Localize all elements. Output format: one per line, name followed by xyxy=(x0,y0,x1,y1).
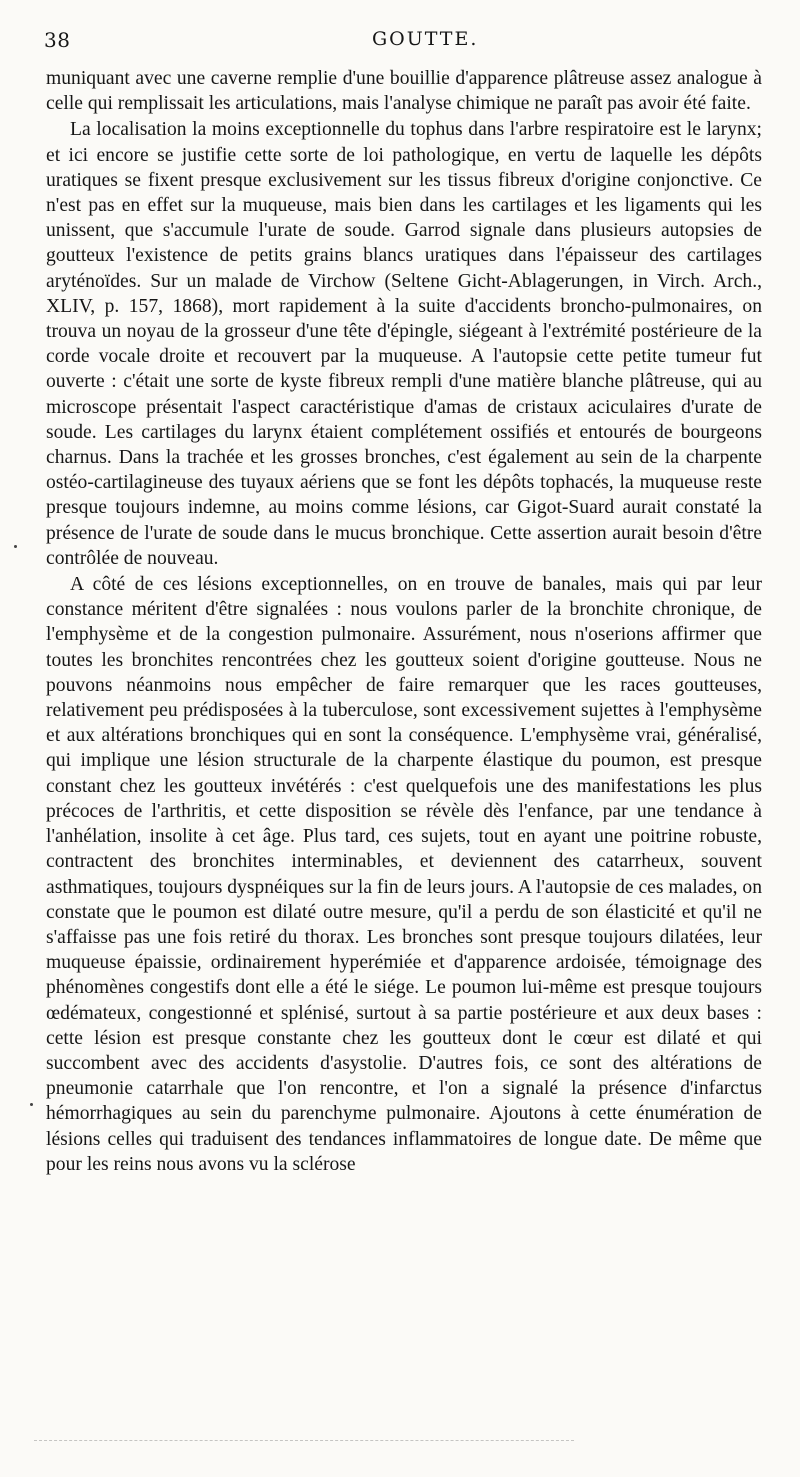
margin-speck xyxy=(30,1103,33,1106)
running-title: GOUTTE. xyxy=(372,28,479,50)
body-text xyxy=(46,66,762,1177)
page-number: 38 xyxy=(44,28,71,52)
paragraph-lesions: A côté de ces lésions exceptionnelles, on en trouve de banales, mais qui par leur constance méritent d'être signalées : nous voulons parler de la bronchite chronique, de l'emphysème et de la congestion pulmonaire. Assurément, nous n'oserions affirmer que toutes les bronchites rencontrées chez les goutteux soient d'origine goutteuse. Nous ne pouvons néanmoins nous empêcher de faire remarquer que les races goutteuses, relativement peu prédisposées à la tuberculose, sont excessivement sujettes à l'emphysème et aux altérations bronchiques qui en sont la conséquence. L'emphysème vrai, généralisé, qui implique une lésion structurale de la charpente élastique du poumon, est presque constant chez les goutteux invétérés : c'est quelquefois une des manifestations les plus précoces de l'arthritis, et cette disposition se révèle dès l'enfance, par une tendance à l'anhélation, insolite à cet âge. Plus tard, ces sujets, tout en ayant une poitrine robuste, contractent des bronchites interminables, et deviennent des catarrheux, souvent asthmatiques, toujours dyspnéiques sur la fin de leurs jours. A l'autopsie de ces malades, on constate que le poumon est dilaté outre mesure, qu'il a perdu de son élasticité et qu'il ne s'affaisse pas une fois retiré du thorax. Les bronches sont presque toujours dilatées, leur muqueuse épaissie, ordinairement hyperémiée et d'apparence ardoisée, témoignage des phénomènes congestifs dont elle a été le siége. Le poumon lui-même est presque toujours œdémateux, congestionné et splénisé, surtout à sa partie postérieure et aux deux bases : cette lésion est presque constante chez les goutteux dont le cœur est dilaté et qui succombent avec des accidents d'asystolie. D'autres fois, ce sont des altérations de pneumonie catarrhale que l'on rencontre, et l'on a signalé la présence d'infarctus hémorrhagiques au sein du parenchyme pulmonaire. Ajoutons à cette énumération de lésions celles qui traduisent des tendances inflammatoires de longue date. De même que pour les reins nous avons vu la sclérose xyxy=(46,574,762,1175)
paragraph-continued: muniquant avec une caverne remplie d'une bouillie d'apparence plâtreuse assez analogue à celle qui remplissait les articulations, mais l'analyse chimique ne paraît pas avoir été faite. xyxy=(46,68,762,115)
footer-rule xyxy=(34,1440,574,1441)
page-header xyxy=(44,28,764,56)
paragraph-larynx: La localisation la moins exceptionnelle du tophus dans l'arbre respiratoire est le larynx; et ici encore se justifie cette sorte de loi pathologique, en vertu de laquelle les dépôts uratiques se fixent presque exclusivement sur les tissus fibreux d'origine conjonctive. Ce n'est pas en effet sur la muqueuse, mais bien dans les cartilages et les ligaments qui les unissent, que s'accumule l'urate de soude. Garrod signale dans plusieurs autopsies de goutteux l'existence de petits grains blancs uratiques dans l'épaisseur des cartilages aryténoïdes. Sur un malade de Virchow (Seltene Gicht-Ablagerungen, in Virch. Arch., XLIV, p. 157, 1868), mort rapidement à la suite d'accidents broncho-pulmonaires, on trouva un noyau de la grosseur d'une tête d'épingle, siégeant à l'extrémité postérieure de la corde vocale droite et recouvert par la muqueuse. A l'autopsie cette petite tumeur fut ouverte : c'était une sorte de kyste fibreux rempli d'une matière blanche plâtreuse, qui au microscope présentait l'aspect caractéristique d'amas de cristaux aciculaires d'urate de soude. Les cartilages du larynx étaient complétement ossifiés et entourés de bourgeons charnus. Dans la trachée et les grosses bronches, c'est également au sein de la charpente ostéo-cartilagineuse des tuyaux aériens que se font les dépôts tophacés, la muqueuse reste presque toujours indemne, au moins comme lésions, car Gigot-Suard aurait constaté la présence de l'urate de soude dans le mucus bronchique. Cette assertion aurait besoin d'être contrôlée de nouveau. xyxy=(46,119,762,569)
margin-speck xyxy=(14,545,17,548)
